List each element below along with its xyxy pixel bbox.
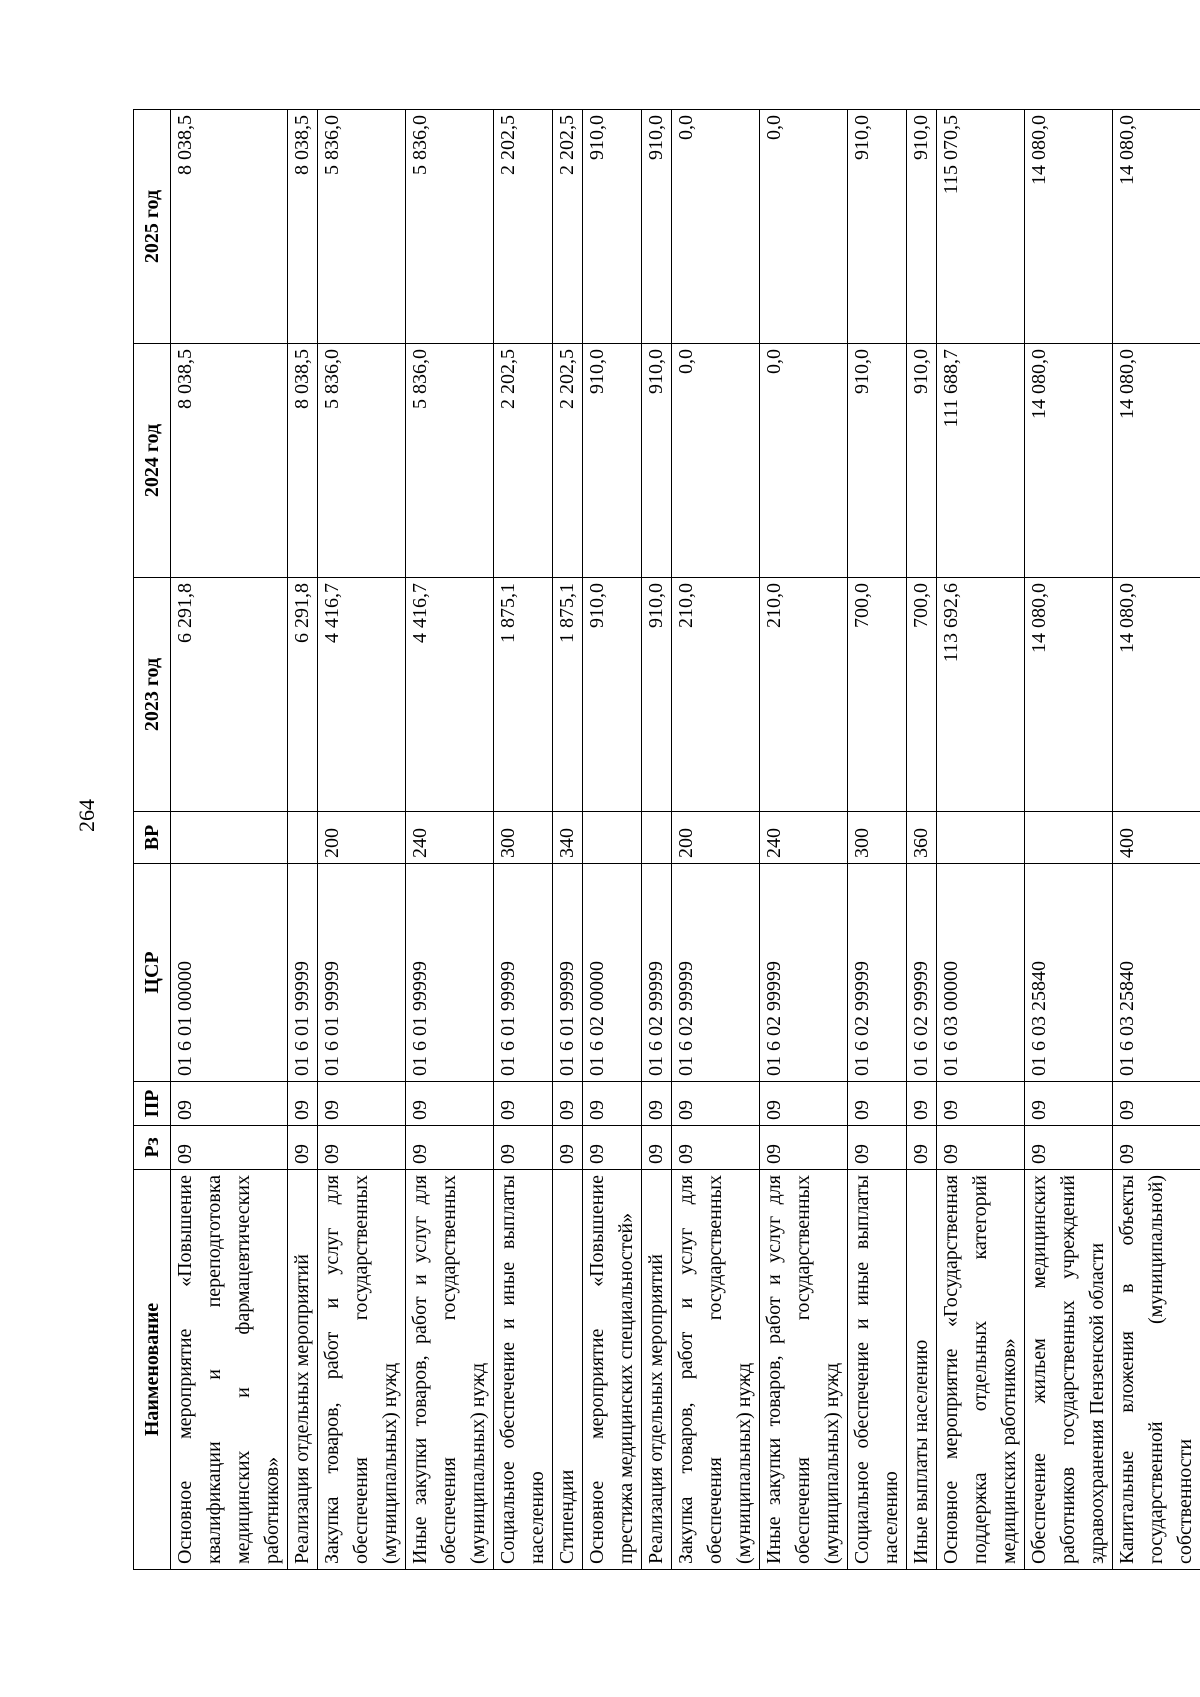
cell-name: Реализация отдельных мероприятий bbox=[642, 1170, 672, 1570]
cell-csr: 01 6 03 00000 bbox=[937, 864, 1025, 1082]
cell-2024: 910,0 bbox=[583, 344, 642, 578]
cell-vr bbox=[642, 812, 672, 864]
cell-vr: 360 bbox=[907, 812, 937, 864]
cell-vr: 340 bbox=[553, 812, 583, 864]
cell-2023: 700,0 bbox=[907, 578, 937, 812]
cell-2024: 910,0 bbox=[642, 344, 672, 578]
table-row bbox=[553, 110, 583, 1570]
cell-2024: 910,0 bbox=[848, 344, 907, 578]
cell-2025: 5 836,0 bbox=[318, 110, 406, 344]
cell-vr: 300 bbox=[494, 812, 553, 864]
cell-vr: 240 bbox=[760, 812, 848, 864]
header-pr: ПР bbox=[134, 1082, 171, 1126]
cell-vr: 400 bbox=[1113, 812, 1200, 864]
cell-2023: 4 416,7 bbox=[406, 578, 494, 812]
table-header-row bbox=[134, 110, 171, 1570]
cell-csr: 01 6 02 99999 bbox=[642, 864, 672, 1082]
cell-2023: 910,0 bbox=[642, 578, 672, 812]
cell-pr: 09 bbox=[171, 1082, 288, 1126]
cell-name: Социальное обеспечение и иные выплаты населению bbox=[494, 1170, 553, 1570]
cell-2023: 1 875,1 bbox=[553, 578, 583, 812]
cell-vr: 200 bbox=[672, 812, 760, 864]
budget-table bbox=[133, 109, 1200, 1570]
cell-csr: 01 6 01 99999 bbox=[494, 864, 553, 1082]
cell-2025: 5 836,0 bbox=[406, 110, 494, 344]
cell-rz: 09 bbox=[583, 1126, 642, 1170]
cell-2025: 8 038,5 bbox=[171, 110, 288, 344]
cell-rz: 09 bbox=[1113, 1126, 1200, 1170]
cell-pr: 09 bbox=[288, 1082, 318, 1126]
cell-2025: 14 080,0 bbox=[1025, 110, 1113, 344]
cell-csr: 01 6 02 99999 bbox=[672, 864, 760, 1082]
cell-vr bbox=[171, 812, 288, 864]
cell-vr bbox=[583, 812, 642, 864]
cell-2024: 5 836,0 bbox=[318, 344, 406, 578]
cell-2024: 111 688,7 bbox=[937, 344, 1025, 578]
cell-pr: 09 bbox=[760, 1082, 848, 1126]
cell-2023: 6 291,8 bbox=[171, 578, 288, 812]
table-row bbox=[494, 110, 553, 1570]
cell-2023: 700,0 bbox=[848, 578, 907, 812]
cell-name: Стипендии bbox=[553, 1170, 583, 1570]
cell-name: Закупка товаров, работ и услуг для обеспечения государственных (муниципальных) нужд bbox=[318, 1170, 406, 1570]
cell-2023: 14 080,0 bbox=[1113, 578, 1200, 812]
cell-rz: 09 bbox=[171, 1126, 288, 1170]
table-row bbox=[848, 110, 907, 1570]
cell-2025: 0,0 bbox=[760, 110, 848, 344]
cell-pr: 09 bbox=[1113, 1082, 1200, 1126]
cell-2024: 0,0 bbox=[760, 344, 848, 578]
cell-csr: 01 6 02 99999 bbox=[760, 864, 848, 1082]
cell-rz: 09 bbox=[1025, 1126, 1113, 1170]
cell-2024: 8 038,5 bbox=[288, 344, 318, 578]
cell-2025: 910,0 bbox=[583, 110, 642, 344]
cell-rz: 09 bbox=[907, 1126, 937, 1170]
cell-vr: 200 bbox=[318, 812, 406, 864]
table-row bbox=[642, 110, 672, 1570]
cell-rz: 09 bbox=[937, 1126, 1025, 1170]
cell-2023: 210,0 bbox=[672, 578, 760, 812]
cell-2023: 14 080,0 bbox=[1025, 578, 1113, 812]
cell-2025: 910,0 bbox=[907, 110, 937, 344]
header-rz: Рз bbox=[134, 1126, 171, 1170]
cell-name: Иные закупки товаров, работ и услуг для обеспечения государственных (муниципальных) нужд bbox=[760, 1170, 848, 1570]
header-2025: 2025 год bbox=[134, 110, 171, 344]
cell-2025: 2 202,5 bbox=[494, 110, 553, 344]
cell-name: Закупка товаров, работ и услуг для обеспечения государственных (муниципальных) нужд bbox=[672, 1170, 760, 1570]
cell-csr: 01 6 02 99999 bbox=[848, 864, 907, 1082]
cell-2025: 910,0 bbox=[848, 110, 907, 344]
cell-csr: 01 6 02 00000 bbox=[583, 864, 642, 1082]
cell-pr: 09 bbox=[494, 1082, 553, 1126]
header-name: Наименование bbox=[134, 1170, 171, 1570]
cell-pr: 09 bbox=[406, 1082, 494, 1126]
cell-2024: 910,0 bbox=[907, 344, 937, 578]
cell-vr: 300 bbox=[848, 812, 907, 864]
cell-2023: 910,0 bbox=[583, 578, 642, 812]
header-vr: ВР bbox=[134, 812, 171, 864]
cell-csr: 01 6 03 25840 bbox=[1113, 864, 1200, 1082]
cell-name: Иные закупки товаров, работ и услуг для обеспечения государственных (муниципальных) нужд bbox=[406, 1170, 494, 1570]
cell-2025: 910,0 bbox=[642, 110, 672, 344]
cell-2023: 6 291,8 bbox=[288, 578, 318, 812]
table-row bbox=[406, 110, 494, 1570]
cell-rz: 09 bbox=[672, 1126, 760, 1170]
cell-pr: 09 bbox=[642, 1082, 672, 1126]
cell-name: Реализация отдельных мероприятий bbox=[288, 1170, 318, 1570]
cell-rz: 09 bbox=[318, 1126, 406, 1170]
cell-2024: 2 202,5 bbox=[553, 344, 583, 578]
cell-pr: 09 bbox=[318, 1082, 406, 1126]
cell-csr: 01 6 03 25840 bbox=[1025, 864, 1113, 1082]
cell-name: Обеспечение жильем медицинских работников государственных учреждений здравоохранения Пензенской области bbox=[1025, 1170, 1113, 1570]
header-csr: ЦСР bbox=[134, 864, 171, 1082]
cell-2025: 115 070,5 bbox=[937, 110, 1025, 344]
cell-vr bbox=[937, 812, 1025, 864]
cell-2023: 113 692,6 bbox=[937, 578, 1025, 812]
table-row bbox=[907, 110, 937, 1570]
page-number: 264 bbox=[74, 799, 99, 832]
cell-csr: 01 6 01 99999 bbox=[553, 864, 583, 1082]
cell-rz: 09 bbox=[288, 1126, 318, 1170]
cell-name: Иные выплаты населению bbox=[907, 1170, 937, 1570]
cell-2024: 5 836,0 bbox=[406, 344, 494, 578]
cell-2025: 14 080,0 bbox=[1113, 110, 1200, 344]
table-row bbox=[760, 110, 848, 1570]
cell-pr: 09 bbox=[937, 1082, 1025, 1126]
cell-pr: 09 bbox=[1025, 1082, 1113, 1126]
cell-name: Основное мероприятие «Государственная поддержка отдельных категорий медицинских работников» bbox=[937, 1170, 1025, 1570]
cell-name: Социальное обеспечение и иные выплаты населению bbox=[848, 1170, 907, 1570]
cell-rz: 09 bbox=[494, 1126, 553, 1170]
cell-2024: 14 080,0 bbox=[1025, 344, 1113, 578]
cell-2023: 1 875,1 bbox=[494, 578, 553, 812]
table-row bbox=[288, 110, 318, 1570]
table-row bbox=[583, 110, 642, 1570]
table-row bbox=[171, 110, 288, 1570]
cell-2024: 8 038,5 bbox=[171, 344, 288, 578]
cell-csr: 01 6 02 99999 bbox=[907, 864, 937, 1082]
cell-rz: 09 bbox=[553, 1126, 583, 1170]
cell-pr: 09 bbox=[583, 1082, 642, 1126]
table-row bbox=[1025, 110, 1113, 1570]
cell-rz: 09 bbox=[642, 1126, 672, 1170]
cell-2024: 0,0 bbox=[672, 344, 760, 578]
cell-csr: 01 6 01 99999 bbox=[288, 864, 318, 1082]
rotated-table-wrapper bbox=[133, 110, 1196, 1570]
table-row bbox=[1113, 110, 1200, 1570]
cell-pr: 09 bbox=[672, 1082, 760, 1126]
header-2024: 2024 год bbox=[134, 344, 171, 578]
table-row bbox=[672, 110, 760, 1570]
cell-vr: 240 bbox=[406, 812, 494, 864]
cell-2025: 8 038,5 bbox=[288, 110, 318, 344]
cell-2025: 0,0 bbox=[672, 110, 760, 344]
cell-rz: 09 bbox=[406, 1126, 494, 1170]
table-row bbox=[318, 110, 406, 1570]
cell-rz: 09 bbox=[848, 1126, 907, 1170]
cell-name: Основное мероприятие «Повышение квалификации и переподготовка медицинских и фармацевтических работников» bbox=[171, 1170, 288, 1570]
cell-vr bbox=[1025, 812, 1113, 864]
cell-2024: 2 202,5 bbox=[494, 344, 553, 578]
table-row bbox=[937, 110, 1025, 1570]
cell-vr bbox=[288, 812, 318, 864]
cell-2025: 2 202,5 bbox=[553, 110, 583, 344]
cell-2023: 4 416,7 bbox=[318, 578, 406, 812]
cell-pr: 09 bbox=[907, 1082, 937, 1126]
header-2023: 2023 год bbox=[134, 578, 171, 812]
cell-rz: 09 bbox=[760, 1126, 848, 1170]
cell-csr: 01 6 01 99999 bbox=[406, 864, 494, 1082]
cell-name: Капитальные вложения в объекты государственной (муниципальной) собственности bbox=[1113, 1170, 1200, 1570]
cell-name: Основное мероприятие «Повышение престижа медицинских специальностей» bbox=[583, 1170, 642, 1570]
table-body bbox=[171, 110, 1200, 1570]
cell-csr: 01 6 01 99999 bbox=[318, 864, 406, 1082]
cell-2023: 210,0 bbox=[760, 578, 848, 812]
cell-2024: 14 080,0 bbox=[1113, 344, 1200, 578]
cell-csr: 01 6 01 00000 bbox=[171, 864, 288, 1082]
cell-pr: 09 bbox=[848, 1082, 907, 1126]
cell-pr: 09 bbox=[553, 1082, 583, 1126]
